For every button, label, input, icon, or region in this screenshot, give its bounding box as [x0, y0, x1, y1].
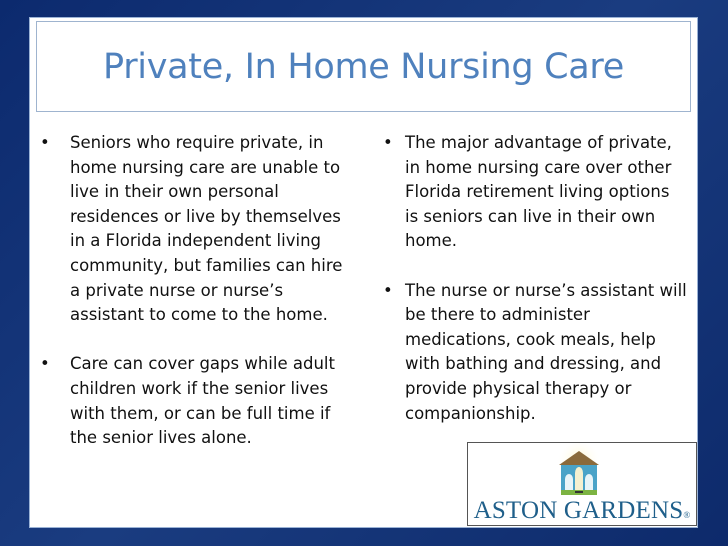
text-line: be there to administer	[405, 305, 590, 325]
bullet-icon: •	[40, 133, 50, 152]
text-line: provide physical therapy or	[405, 378, 632, 398]
slide-title: Private, In Home Nursing Care	[103, 46, 624, 87]
text-line: medications, cook meals, help	[405, 329, 656, 349]
text-line: Care can cover gaps while adult	[70, 354, 335, 374]
bullet-icon: •	[383, 133, 393, 152]
aston-gardens-logo	[467, 442, 697, 526]
text-line: Florida retirement living options	[405, 182, 670, 202]
bullet-icon: •	[40, 354, 50, 374]
title-box	[36, 21, 691, 112]
text-line: Seniors who require private, in	[70, 133, 324, 152]
text-line: live in their own personal	[70, 182, 279, 202]
bullet-item	[383, 279, 703, 427]
text-line: is seniors can live in their own	[405, 206, 656, 226]
left-column	[40, 131, 360, 475]
logo-text: ASTON GARDENS	[473, 497, 684, 524]
logo-wordmark	[472, 497, 692, 525]
text-line: with them, or can be full time if	[70, 403, 331, 423]
registered-mark: ®	[683, 510, 691, 520]
right-column	[383, 131, 703, 451]
text-line: the senior lives alone.	[70, 428, 252, 448]
bullet-item	[40, 131, 360, 328]
text-line: The nurse or nurse’s assistant will	[405, 280, 687, 300]
text-line: community, but families can hire	[70, 255, 343, 275]
text-line: in a Florida independent living	[70, 231, 322, 251]
text-line: children work if the senior lives	[70, 378, 329, 398]
text-line: residences or live by themselves	[70, 206, 341, 226]
text-line: in home nursing care over other	[405, 157, 672, 177]
text-line: home.	[405, 231, 458, 251]
bullet-item	[383, 131, 703, 254]
bullet-icon: •	[383, 280, 393, 300]
text-line: with bathing and dressing, and	[405, 354, 662, 374]
text-line: a private nurse or nurse’s	[70, 280, 284, 300]
text-line: assistant to come to the home.	[70, 305, 328, 325]
bullet-item	[40, 352, 360, 450]
text-line: home nursing care are unable to	[70, 157, 341, 177]
text-line: companionship.	[405, 403, 536, 423]
text-line: The major advantage of private,	[405, 133, 672, 152]
